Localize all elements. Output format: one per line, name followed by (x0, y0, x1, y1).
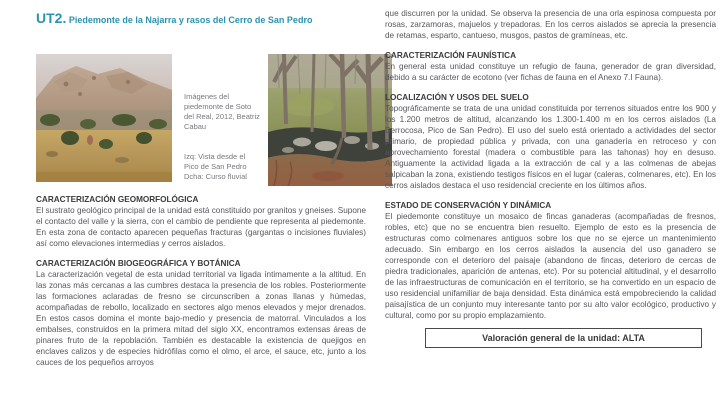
section-faunistica (385, 50, 716, 83)
section-body: El sustrato geológico principal de la unidad está constituido por granitos y gneises. Supone el contacto del valle y la sierra, con el cambio de pendiente que representa al piedemonte. En esta zona de contacto aparecen pequeñas fracturas (gargantas o incisiones fluviales) así como elevaciones intermedias y cerros aislados. (36, 206, 366, 248)
section-geomorfologica (36, 194, 366, 249)
section-heading: CARACTERIZACIÓN BIOGEOGRÁFICA Y BOTÁNICA (36, 259, 241, 268)
section-body: En general esta unidad constituye un refugio de fauna, generador de gran diversidad, debido a su carácter de ecotono (ver fichas de fauna en el Anexo 7.I Fauna). (385, 62, 716, 82)
section-body: Topográficamente se trata de una unidad constituida por terrenos situados entre los 900 y los 1.200 metros de altitud, alcanzando los 1.300-1.400 m en los cerros aislados (La Berrocosa, Pico de San Pedro). El uso del suelo está orientado a actividades del sector primario, de propiedad pública y privada, con una ganadería en retroceso y con aprovechamiento forestal (madera o combustible para las tahonas) hoy en desuso. Antiguamente la actividad ligada a la extracción de cal y a las colmenas de abejas salpicaban la zona, existiendo testigos físicos en el lugar (caleras, colmenares, etc). En los cerros aislados destaca el uso residencial creciente en los últimos años. (385, 104, 716, 190)
photo-caption-left: Izq: Vista desde el Pico de San Pedro (184, 152, 247, 171)
section-heading: LOCALIZACIÓN Y USOS DEL SUELO (385, 93, 529, 102)
unit-title-text: Piedemonte de la Najarra y rasos del Cerro de San Pedro (66, 15, 313, 25)
photo-row (36, 54, 366, 186)
page-title (36, 10, 366, 28)
section-estado-conservacion (385, 200, 716, 321)
left-column (36, 10, 366, 368)
right-column (385, 8, 716, 348)
section-biogeografica (36, 258, 366, 368)
section-heading: ESTADO DE CONSERVACIÓN Y DINÁMICA (385, 201, 552, 210)
photo-caption-right: Dcha: Curso fluvial (184, 172, 247, 181)
photo-caption-credit: Imágenes del piedemonte de Soto del Real, 2012, Beatriz Cabau (184, 92, 260, 131)
valuation-box: Valoración general de la unidad: ALTA (425, 328, 702, 348)
landscape-photo-vista-pico-san-pedro (36, 54, 172, 182)
section-body: El piedemonte constituye un mosaico de fincas ganaderas (acompañadas de fresnos, robles, etc) que no se encuentra bien resuelto. Ejemplo de esto es la presencia de estructuras como colmenares antiguos sobre los que no se ejerce un mantenimiento adecuado. Sin embargo en los cerros aislados la ausencia del uso ganadero se corresponde con el deterioro del paisaje (abandono de fincas, deterioro de cercas de piedra tradicionales, aparición de antenas, etc). Por su potencial altitudinal, y el desarrollo de las infraestructuras de comunicación en el territorio, se ha convertido en un espacio de uso residencial unifamiliar de baja densidad. Esta dinámica está empobreciendo la calidad paisajística de un conjunto muy interesante tanto por su alto valor ecológico, productivo y cultural, como por su propio emplazamiento. (385, 212, 716, 320)
section-heading: CARACTERIZACIÓN FAUNÍSTICA (385, 51, 516, 60)
section-body: La caracterización vegetal de esta unidad territorial va ligada íntimamente a la altitud. En las zonas más cercanas a las cumbres destaca la presencia de los robles. Posteriormente las formaciones aclaradas de fresno se circunscriben a zonas llanas y húmedas, acompañadas de rebollo, localizado en sectores algo menos elevados y mejor drenados. En estos casos domina el monte bajo-medio y presencia de matorral. Vinculados a los embalses, construidos en la primera mitad del siglo XX, encontramos extensas áreas de pinares fruto de la repoblación. También es destacable la existencia de quejigos en enclaves calizos y de especies hidrófilas como el olmo, el arce, el sauce, etc, junto a los cauces de los pequeños arroyos (36, 270, 366, 367)
river-photo-curso-fluvial (268, 54, 392, 186)
unit-code: UT2. (36, 10, 67, 26)
photo-caption (184, 92, 260, 182)
section-heading: CARACTERIZACIÓN GEOMORFOLÓGICA (36, 195, 199, 204)
section-localizacion (385, 92, 716, 191)
botanica-continuation-text: que discurren por la unidad. Se observa la presencia de una orla espinosa compuesta por rosas, zarzamoras, majuelos y trepadoras. En los cerros aislados se aprecia la presencia de retamas, esparto, cantueso, musgos, pastos de gramíneas, etc. (385, 9, 716, 40)
